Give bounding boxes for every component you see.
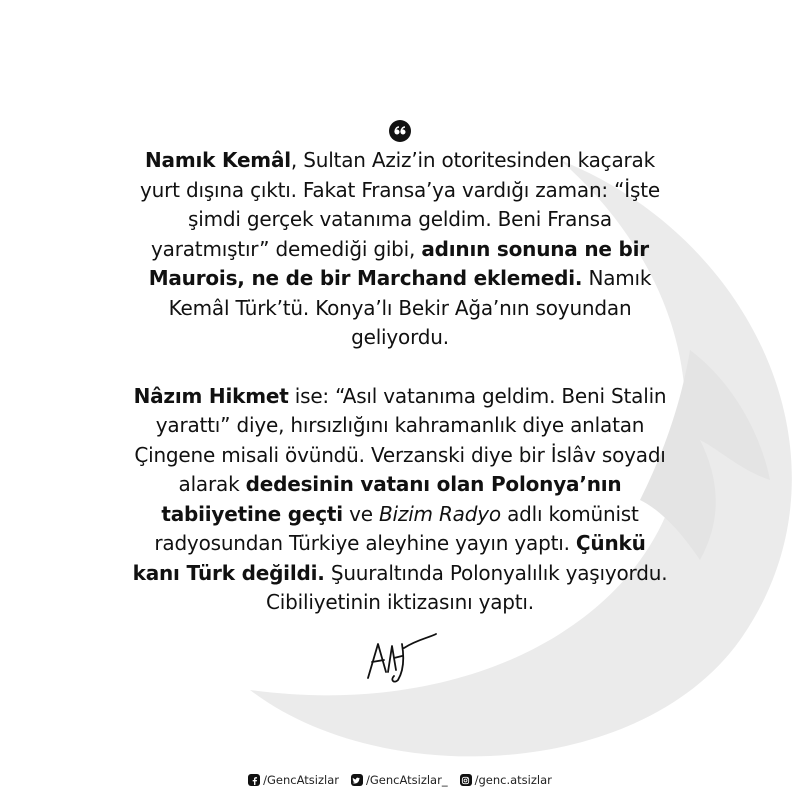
instagram-handle: /genc.atsizlar xyxy=(474,773,552,787)
facebook-icon xyxy=(248,774,260,786)
bold-phrase: dedesinin vatanı olan Polonya’nın tabiiyetine geçti xyxy=(161,472,622,526)
paragraph-namik-kemal: Namık Kemâl, Sultan Aziz’in otoritesinden kaçarak yurt dışına çıktı. Fakat Fransa’ya vardığı zaman: “İşte şimdi gerçek vatanıma geldim. Beni Fransa yaratmıştır” demediği gibi, adının sonuna ne bir Maurois, ne de bir Marchand eklemedi. Namık Kemâl Türk’tü. Konya’lı Bekir Ağa’nın soyundan geliyordu. xyxy=(140,148,660,349)
twitter-handle: /GencAtsizlar_ xyxy=(365,773,448,787)
name-namik-kemal: Namık Kemâl xyxy=(145,148,291,172)
italic-radio-name: Bizim Radyo xyxy=(379,501,501,526)
instagram-link[interactable] xyxy=(460,773,552,787)
paragraph-nazim-hikmet: Nâzım Hikmet ise: “Asıl vatanıma geldim. Beni Stalin yarattı” diye, hırsızlığını kahramanlık diye anlatan Çingene misali övündü. Verzanski diye bir İslâv soyadı alarak dedesinin vatanı olan Polonya’nın tabiiyetine geçti ve Bizim Radyo adlı komünist radyosundan Türkiye aleyhine yayın yaptı. Çünkü kanı Türk değildi. Şuuraltında Polonyalılık yaşıyordu. Cibiliyetinin iktizasını yaptı. xyxy=(132,383,668,614)
quote-text xyxy=(130,146,670,618)
twitter-icon xyxy=(351,774,363,786)
bold-phrase: adının sonuna ne bir Maurois, ne de bir Marchand eklemedi. xyxy=(148,236,649,290)
facebook-handle: /GencAtsizlar xyxy=(263,773,339,787)
signature xyxy=(360,626,440,686)
facebook-link[interactable] xyxy=(248,773,339,787)
quote-icon xyxy=(389,120,411,142)
instagram-icon xyxy=(460,774,472,786)
social-footer xyxy=(0,773,800,787)
twitter-link[interactable] xyxy=(351,773,448,787)
bold-phrase: Çünkü kanı Türk değildi. xyxy=(132,531,646,585)
name-nazim-hikmet: Nâzım Hikmet xyxy=(133,383,289,408)
